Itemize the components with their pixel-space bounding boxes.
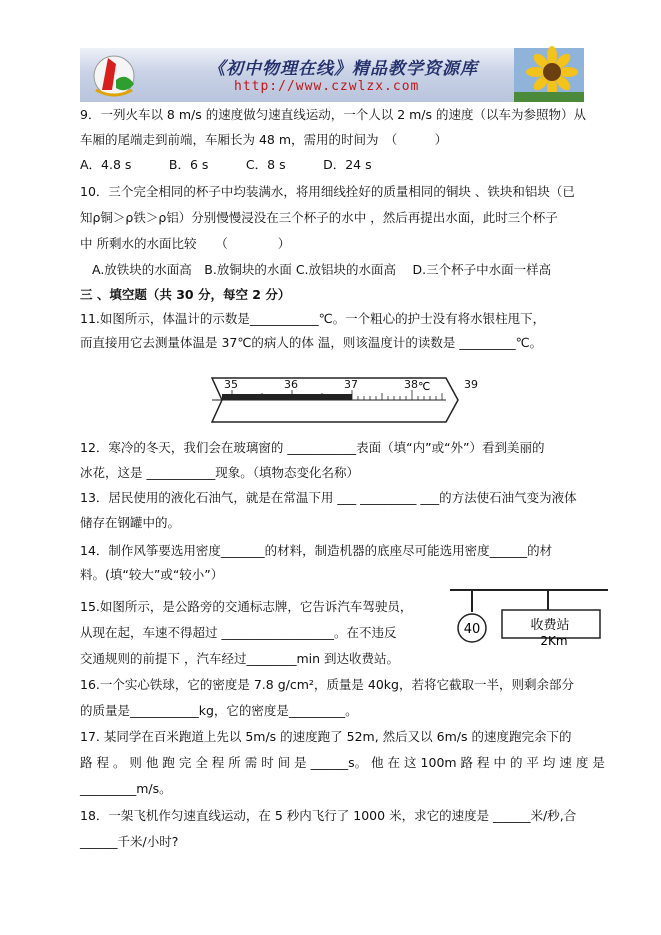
site-logo-icon bbox=[86, 50, 142, 100]
banner-url[interactable]: http://www.czwlzx.com bbox=[234, 79, 420, 94]
q9-line1: 9．一列火车以 8 m/s 的速度做匀速直线运动，一个人以 2 m/s 的速度（以车为参照物）从 bbox=[80, 107, 587, 122]
q18-line2: ______千米/小时? bbox=[80, 834, 179, 849]
tick-label: 35 bbox=[224, 378, 238, 391]
header-banner bbox=[80, 48, 584, 102]
q16-line1: 16.一个实心铁球，它的密度是 7.8 g/cm²，质量是 40kg，若将它截取一半，则剩余部分 bbox=[80, 677, 574, 692]
q13-line1: 13．居民使用的液化石油气，就是在常温下用 ___ _________ ___的方法使石油气变为液体 bbox=[80, 490, 577, 505]
q14-line1: 14．制作风筝要选用密度_______的材料，制造机器的底座尽可能选用密度______的材 bbox=[80, 543, 553, 558]
q15-line2: 从现在起，车速不得超过 __________________。在不违反 bbox=[80, 625, 397, 640]
tick-label: 39 bbox=[464, 378, 478, 391]
q18-line1: 18．一架飞机作匀速直线运动，在 5 秒内飞行了 1000 米，求它的速度是 ______米/秒,合 bbox=[80, 808, 577, 823]
q10-line2: 知ρ铜＞ρ铁＞ρ铝）分别慢慢浸没在三个杯子的水中 ，然后再提出水面，此时三个杯子 bbox=[80, 210, 558, 225]
tick-label: 36 bbox=[284, 378, 298, 391]
q14-line2: 料。(填“较大”或“较小”） bbox=[80, 567, 224, 582]
q11-line2: 而直接用它去测量体温是 37℃的病人的体 温，则该温度计的读数是 _________℃。 bbox=[80, 335, 543, 350]
q17-line2: 路 程 。 则 他 跑 完 全 程 所 需 时 间 是 ______s。 他 在 这 100m 路 程 中 的 平 均 速 度 是 bbox=[80, 755, 605, 770]
q12-line2: 冰花，这是 ___________现象。（填物态变化名称） bbox=[80, 465, 359, 480]
sunflower-icon bbox=[514, 48, 584, 102]
q15-line3: 交通规则的前提下 ，汽车经过________min 到达收费站。 bbox=[80, 651, 400, 666]
q10-line3: 中 所剩水的水面比较 （ ） bbox=[80, 236, 291, 251]
section-heading: 三 、填空题（共 30 分，每空 2 分） bbox=[80, 287, 291, 302]
q12-line1: 12．寒冷的冬天，我们会在玻璃窗的 ___________表面（填“内”或“外”）看到美丽的 bbox=[80, 440, 545, 455]
q10-options: A.放铁块的水面高 B.放铜块的水面 C.放铝块的水面高 D.三个杯子中水面一样高 bbox=[92, 262, 552, 277]
tick-label: 37 bbox=[344, 378, 358, 391]
sign-distance: 2Km bbox=[540, 634, 568, 648]
thermometer-unit: ℃ bbox=[418, 380, 431, 393]
sign-station: 收费站 bbox=[530, 618, 570, 633]
q17-line3: _________m/s。 bbox=[80, 781, 172, 796]
speed-limit-value: 40 bbox=[463, 622, 481, 637]
q13-line2: 储存在钢罐中的。 bbox=[80, 515, 181, 530]
q9-line2: 车厢的尾端走到前端，车厢长为 48 m，需用的时间为 （ ） bbox=[80, 132, 448, 147]
q9-options: A．4.8 s B．6 s C．8 s D．24 s bbox=[80, 157, 372, 172]
q10-line1: 10．三个完全相同的杯子中均装满水，将用细线拴好的质量相同的铜块 、铁块和铝块（已 bbox=[80, 184, 575, 199]
mercury-column bbox=[222, 394, 352, 400]
banner-title: 《初中物理在线》精品教学资源库 bbox=[208, 59, 478, 79]
tick-label: 38 bbox=[404, 378, 418, 391]
q11-line1: 11.如图所示，体温计的示数是___________℃。一个粗心的护士没有将水银柱甩下， bbox=[80, 311, 546, 326]
q16-line2: 的质量是___________kg，它的密度是_________。 bbox=[80, 703, 358, 718]
traffic-sign-figure bbox=[450, 588, 608, 648]
q15-line1: 15.如图所示，是公路旁的交通标志牌，它告诉汽车驾驶员， bbox=[80, 599, 413, 614]
thermometer-figure bbox=[208, 370, 478, 430]
q17-line1: 17. 某同学在百米跑道上先以 5m/s 的速度跑了 52m, 然后又以 6m/s 的速度跑完余下的 bbox=[80, 729, 572, 744]
